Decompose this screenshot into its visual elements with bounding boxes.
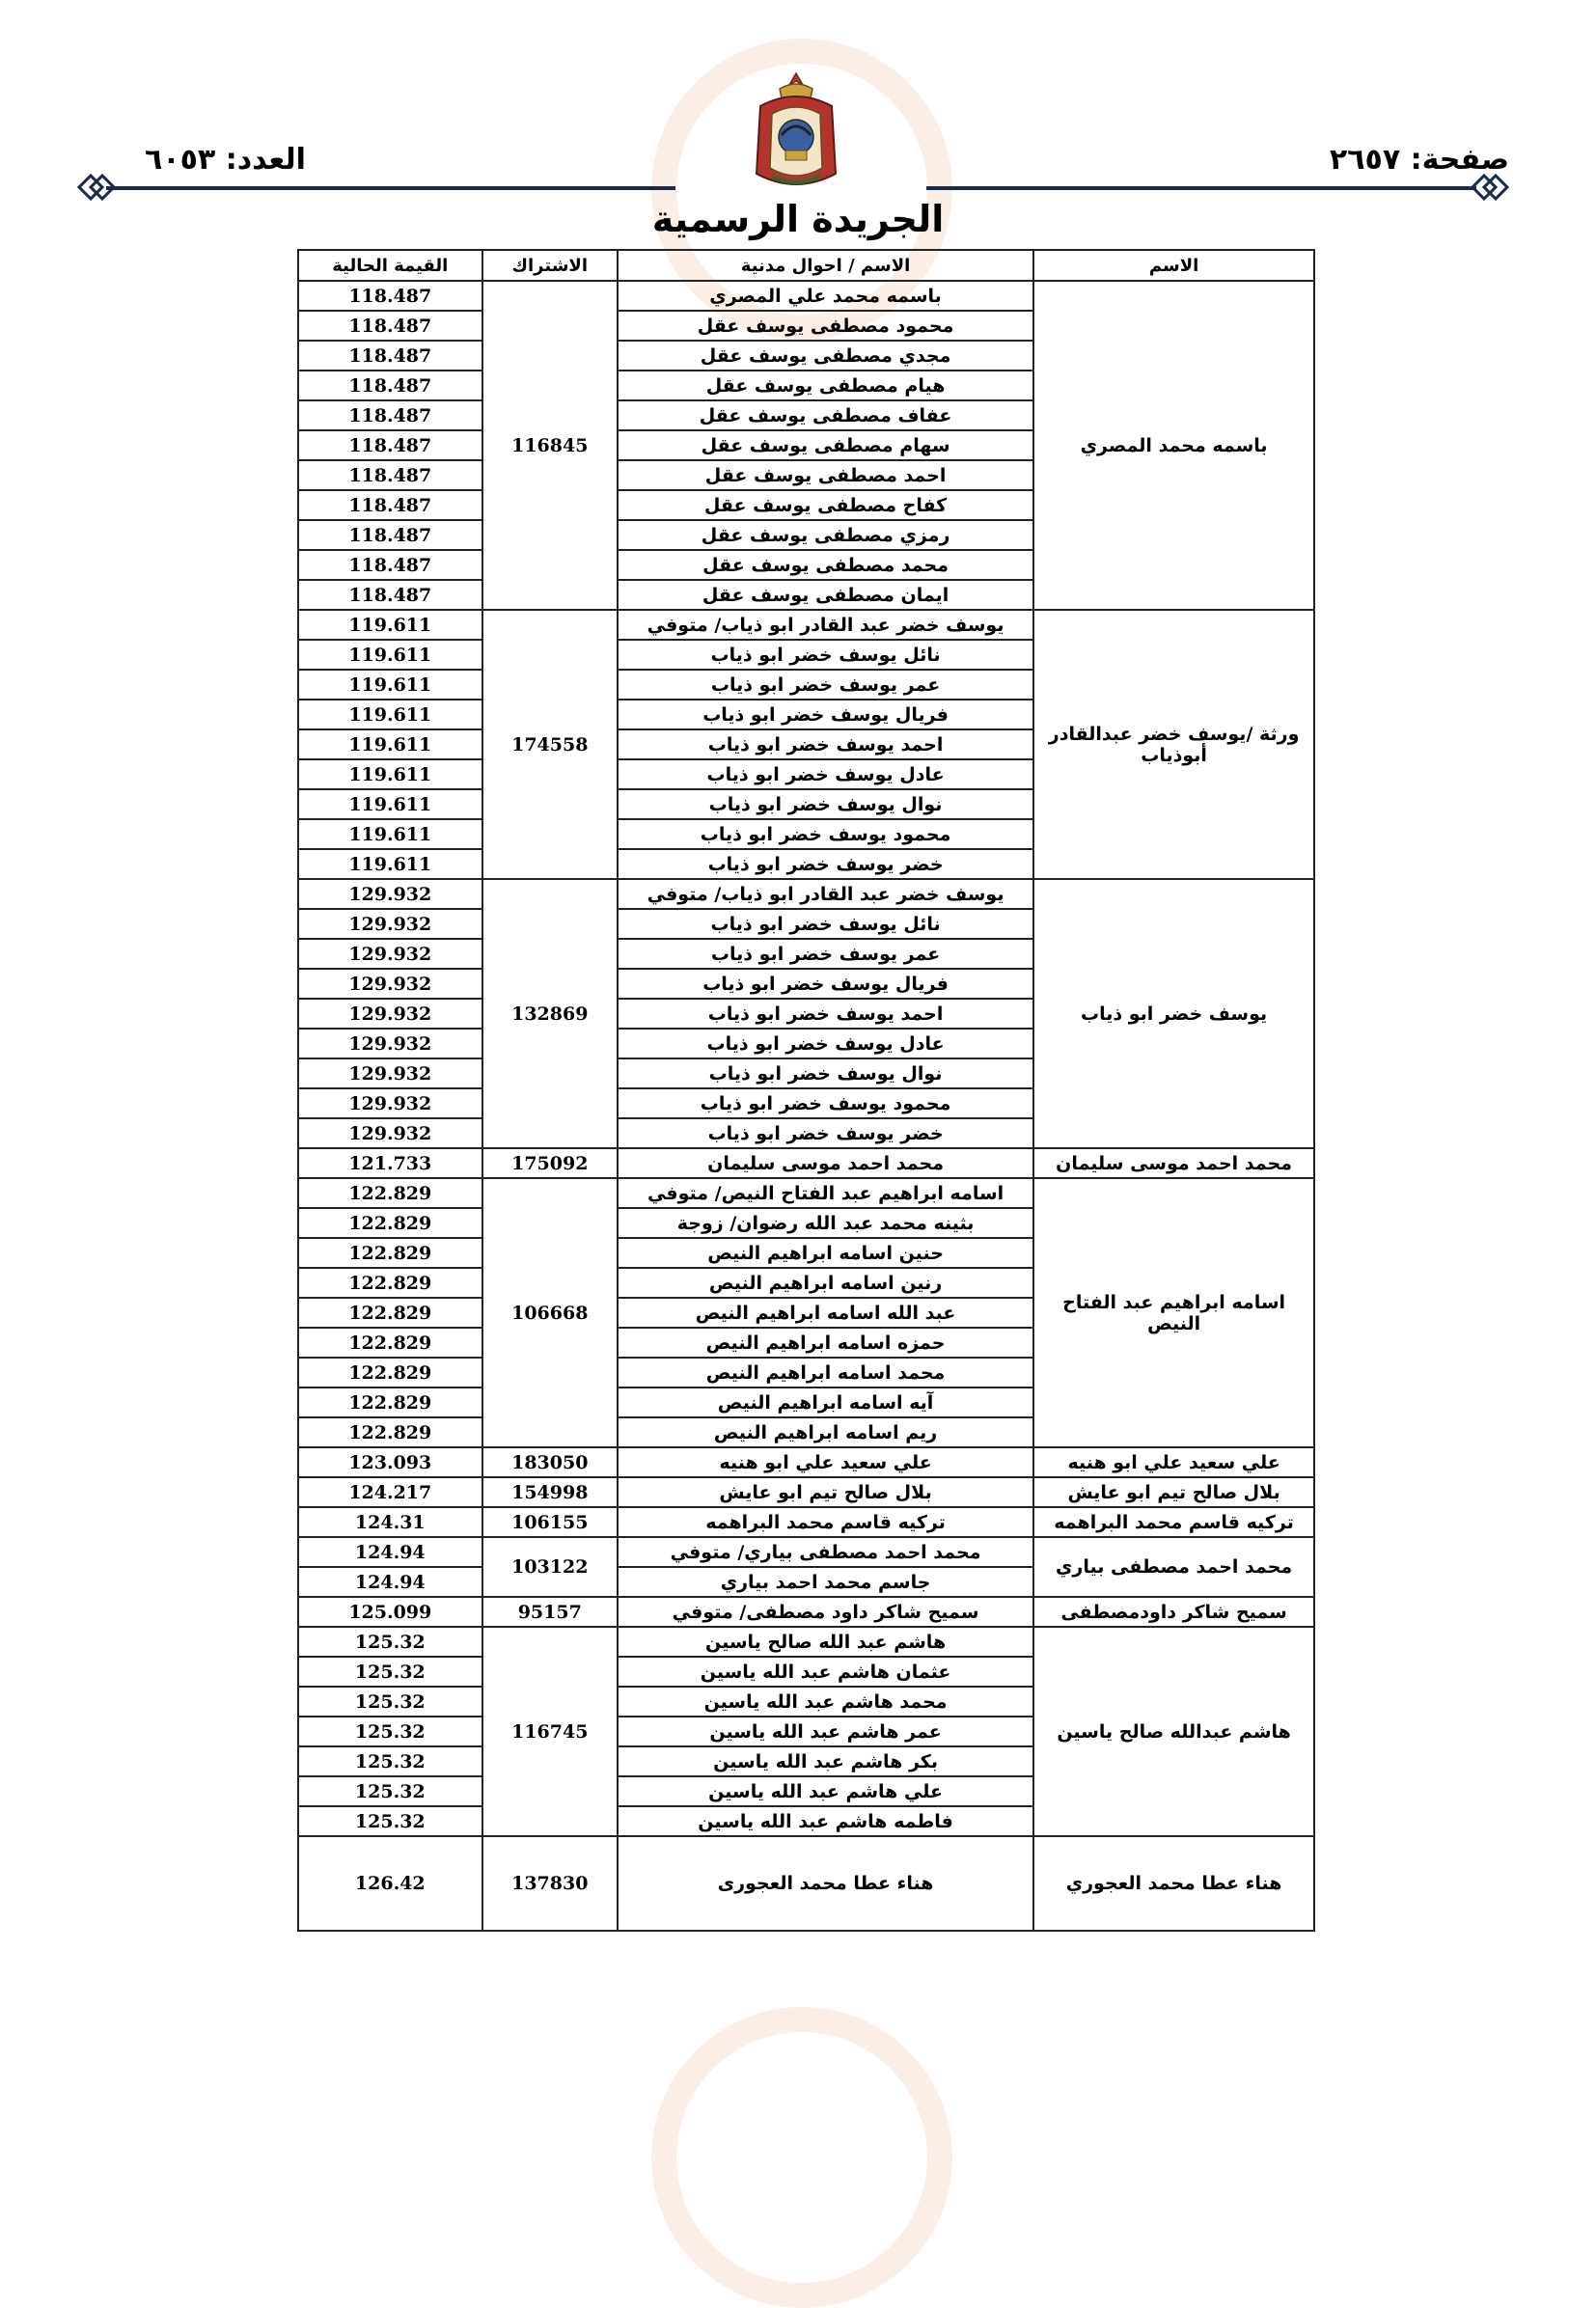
watermark-clock-bottom [651, 2007, 952, 2308]
civil-name-cell: علي سعيد علي ابو هنيه [618, 1447, 1033, 1477]
current-value-cell: 125.32 [298, 1806, 482, 1836]
subscription-cell: 174558 [482, 610, 618, 879]
current-value-cell: 118.487 [298, 430, 482, 460]
subscription-cell: 137830 [482, 1836, 618, 1931]
civil-name-cell: محمد هاشم عبد الله ياسين [618, 1687, 1033, 1717]
subscription-cell: 154998 [482, 1477, 618, 1507]
group-name-cell: سميح شاكر داودمصطفى [1033, 1597, 1314, 1627]
table-row [298, 610, 1314, 640]
current-value-cell: 129.932 [298, 1058, 482, 1088]
header-name: الاسم [1033, 250, 1314, 281]
civil-name-cell: سميح شاكر داود مصطفى/ متوفي [618, 1597, 1033, 1627]
group-name-cell: ورثة /يوسف خضر عبدالقادر أبوذياب [1033, 610, 1314, 879]
civil-name-cell: نوال يوسف خضر ابو ذياب [618, 1058, 1033, 1088]
table-row [298, 1148, 1314, 1178]
current-value-cell: 119.611 [298, 819, 482, 849]
subscription-cell: 132869 [482, 879, 618, 1148]
table-row [298, 1627, 1314, 1657]
current-value-cell: 118.487 [298, 400, 482, 430]
civil-name-cell: بلال صالح تيم ابو عايش [618, 1477, 1033, 1507]
current-value-cell: 124.31 [298, 1507, 482, 1537]
civil-name-cell: فريال يوسف خضر ابو ذياب [618, 700, 1033, 729]
civil-name-cell: سهام مصطفى يوسف عقل [618, 430, 1033, 460]
current-value-cell: 129.932 [298, 879, 482, 909]
civil-name-cell: نائل يوسف خضر ابو ذياب [618, 640, 1033, 670]
table-row [298, 1178, 1314, 1208]
civil-name-cell: آيه اسامه ابراهيم النيص [618, 1388, 1033, 1417]
current-value-cell: 122.829 [298, 1328, 482, 1358]
current-value-cell: 119.611 [298, 729, 482, 759]
civil-name-cell: عمر يوسف خضر ابو ذياب [618, 670, 1033, 700]
current-value-cell: 129.932 [298, 1118, 482, 1148]
header-subscription: الاشتراك [482, 250, 618, 281]
current-value-cell: 119.611 [298, 700, 482, 729]
current-value-cell: 125.32 [298, 1717, 482, 1746]
current-value-cell: 122.829 [298, 1178, 482, 1208]
civil-name-cell: حنين اسامه ابراهيم النيص [618, 1238, 1033, 1268]
civil-name-cell: خضر يوسف خضر ابو ذياب [618, 849, 1033, 879]
table-row [298, 1447, 1314, 1477]
civil-name-cell: تركيه قاسم محمد البراهمه [618, 1507, 1033, 1537]
table-row [298, 1477, 1314, 1507]
civil-name-cell: عثمان هاشم عبد الله ياسين [618, 1657, 1033, 1687]
civil-name-cell: رنين اسامه ابراهيم النيص [618, 1268, 1033, 1298]
civil-name-cell: بثينه محمد عبد الله رضوان/ زوجة [618, 1208, 1033, 1238]
current-value-cell: 118.487 [298, 311, 482, 341]
civil-name-cell: ريم اسامه ابراهيم النيص [618, 1417, 1033, 1447]
civil-name-cell: عمر يوسف خضر ابو ذياب [618, 939, 1033, 969]
civil-name-cell: فاطمه هاشم عبد الله ياسين [618, 1806, 1033, 1836]
table-row [298, 1836, 1314, 1931]
civil-name-cell: نائل يوسف خضر ابو ذياب [618, 909, 1033, 939]
civil-name-cell: باسمه محمد علي المصري [618, 281, 1033, 311]
header-rule-left [106, 186, 675, 190]
group-name-cell: اسامه ابراهيم عبد الفتاح النيص [1033, 1178, 1314, 1447]
civil-name-cell: هيام مصطفى يوسف عقل [618, 371, 1033, 400]
current-value-cell: 118.487 [298, 550, 482, 580]
civil-name-cell: علي هاشم عبد الله ياسين [618, 1776, 1033, 1806]
civil-name-cell: فريال يوسف خضر ابو ذياب [618, 969, 1033, 999]
civil-name-cell: هناء عطا محمد العجورى [618, 1836, 1033, 1931]
subscription-cell: 106668 [482, 1178, 618, 1447]
current-value-cell: 119.611 [298, 640, 482, 670]
current-value-cell: 124.217 [298, 1477, 482, 1507]
civil-name-cell: نوال يوسف خضر ابو ذياب [618, 789, 1033, 819]
header-current-value: القيمة الحالية [298, 250, 482, 281]
table-row [298, 1597, 1314, 1627]
subscription-cell: 95157 [482, 1597, 618, 1627]
current-value-cell: 129.932 [298, 969, 482, 999]
current-value-cell: 129.932 [298, 1088, 482, 1118]
current-value-cell: 118.487 [298, 490, 482, 520]
current-value-cell: 119.611 [298, 759, 482, 789]
current-value-cell: 122.829 [298, 1358, 482, 1388]
subscription-cell: 116845 [482, 281, 618, 610]
page-number: صفحة: ٢٦٥٧ [1329, 143, 1509, 177]
current-value-cell: 129.932 [298, 1029, 482, 1058]
group-name-cell: هاشم عبدالله صالح ياسين [1033, 1627, 1314, 1836]
current-value-cell: 122.829 [298, 1298, 482, 1328]
civil-name-cell: احمد يوسف خضر ابو ذياب [618, 999, 1033, 1029]
civil-name-cell: رمزي مصطفى يوسف عقل [618, 520, 1033, 550]
table-body [298, 281, 1314, 1931]
current-value-cell: 129.932 [298, 999, 482, 1029]
current-value-cell: 125.32 [298, 1657, 482, 1687]
current-value-cell: 122.829 [298, 1208, 482, 1238]
current-value-cell: 122.829 [298, 1388, 482, 1417]
header-civil-name: الاسم / احوال مدنية [618, 250, 1033, 281]
current-value-cell: 123.093 [298, 1447, 482, 1477]
current-value-cell: 119.611 [298, 789, 482, 819]
current-value-cell: 118.487 [298, 580, 482, 610]
civil-name-cell: مجدي مصطفى يوسف عقل [618, 341, 1033, 371]
group-name-cell: محمد احمد موسى سليمان [1033, 1148, 1314, 1178]
gazette-title: الجريدة الرسمية [651, 198, 945, 240]
issue-number: العدد: ٦٠٥٣ [145, 143, 306, 177]
group-name-cell: هناء عطا محمد العجوري [1033, 1836, 1314, 1931]
current-value-cell: 118.487 [298, 460, 482, 490]
civil-name-cell: محمد احمد مصطفى بياري/ متوفي [618, 1537, 1033, 1567]
royal-emblem-icon [743, 68, 849, 203]
civil-name-cell: كفاح مصطفى يوسف عقل [618, 490, 1033, 520]
table-header-row [298, 250, 1314, 281]
civil-name-cell: عادل يوسف خضر ابو ذياب [618, 759, 1033, 789]
header-rule-right [926, 186, 1476, 190]
table-row [298, 879, 1314, 909]
current-value-cell: 122.829 [298, 1268, 482, 1298]
current-value-cell: 129.932 [298, 939, 482, 969]
subscription-cell: 116745 [482, 1627, 618, 1836]
civil-name-cell: احمد يوسف خضر ابو ذياب [618, 729, 1033, 759]
beneficiaries-table [297, 249, 1315, 1932]
current-value-cell: 119.611 [298, 610, 482, 640]
civil-name-cell: عمر هاشم عبد الله ياسين [618, 1717, 1033, 1746]
current-value-cell: 118.487 [298, 371, 482, 400]
subscription-cell: 175092 [482, 1148, 618, 1178]
civil-name-cell: ايمان مصطفى يوسف عقل [618, 580, 1033, 610]
civil-name-cell: هاشم عبد الله صالح ياسين [618, 1627, 1033, 1657]
current-value-cell: 125.32 [298, 1776, 482, 1806]
civil-name-cell: يوسف خضر عبد القادر ابو ذياب/ متوفي [618, 610, 1033, 640]
group-name-cell: تركيه قاسم محمد البراهمه [1033, 1507, 1314, 1537]
current-value-cell: 129.932 [298, 909, 482, 939]
group-name-cell: علي سعيد علي ابو هنيه [1033, 1447, 1314, 1477]
current-value-cell: 126.42 [298, 1836, 482, 1931]
table-row [298, 1507, 1314, 1537]
group-name-cell: باسمه محمد المصري [1033, 281, 1314, 610]
group-name-cell: يوسف خضر ابو ذياب [1033, 879, 1314, 1148]
civil-name-cell: محمد اسامه ابراهيم النيص [618, 1358, 1033, 1388]
civil-name-cell: اسامه ابراهيم عبد الفتاح النيص/ متوفي [618, 1178, 1033, 1208]
civil-name-cell: احمد مصطفى يوسف عقل [618, 460, 1033, 490]
subscription-cell: 183050 [482, 1447, 618, 1477]
current-value-cell: 119.611 [298, 670, 482, 700]
current-value-cell: 119.611 [298, 849, 482, 879]
civil-name-cell: محمد احمد موسى سليمان [618, 1148, 1033, 1178]
civil-name-cell: محمود مصطفى يوسف عقل [618, 311, 1033, 341]
civil-name-cell: محمود يوسف خضر ابو ذياب [618, 1088, 1033, 1118]
group-name-cell: بلال صالح تيم ابو عايش [1033, 1477, 1314, 1507]
current-value-cell: 125.32 [298, 1687, 482, 1717]
current-value-cell: 124.94 [298, 1537, 482, 1567]
civil-name-cell: حمزه اسامه ابراهيم النيص [618, 1328, 1033, 1358]
current-value-cell: 122.829 [298, 1417, 482, 1447]
table-row [298, 281, 1314, 311]
current-value-cell: 122.829 [298, 1238, 482, 1268]
current-value-cell: 125.32 [298, 1746, 482, 1776]
civil-name-cell: محمود يوسف خضر ابو ذياب [618, 819, 1033, 849]
current-value-cell: 118.487 [298, 281, 482, 311]
civil-name-cell: عبد الله اسامه ابراهيم النيص [618, 1298, 1033, 1328]
current-value-cell: 121.733 [298, 1148, 482, 1178]
civil-name-cell: محمد مصطفى يوسف عقل [618, 550, 1033, 580]
current-value-cell: 124.94 [298, 1567, 482, 1597]
civil-name-cell: خضر يوسف خضر ابو ذياب [618, 1118, 1033, 1148]
current-value-cell: 125.099 [298, 1597, 482, 1627]
civil-name-cell: يوسف خضر عبد القادر ابو ذياب/ متوفي [618, 879, 1033, 909]
subscription-cell: 106155 [482, 1507, 618, 1537]
current-value-cell: 118.487 [298, 520, 482, 550]
subscription-cell: 103122 [482, 1537, 618, 1597]
civil-name-cell: عفاف مصطفى يوسف عقل [618, 400, 1033, 430]
group-name-cell: محمد احمد مصطفى بياري [1033, 1537, 1314, 1597]
table-row [298, 1537, 1314, 1567]
current-value-cell: 118.487 [298, 341, 482, 371]
civil-name-cell: عادل يوسف خضر ابو ذياب [618, 1029, 1033, 1058]
civil-name-cell: جاسم محمد احمد بياري [618, 1567, 1033, 1597]
civil-name-cell: بكر هاشم عبد الله ياسين [618, 1746, 1033, 1776]
current-value-cell: 125.32 [298, 1627, 482, 1657]
